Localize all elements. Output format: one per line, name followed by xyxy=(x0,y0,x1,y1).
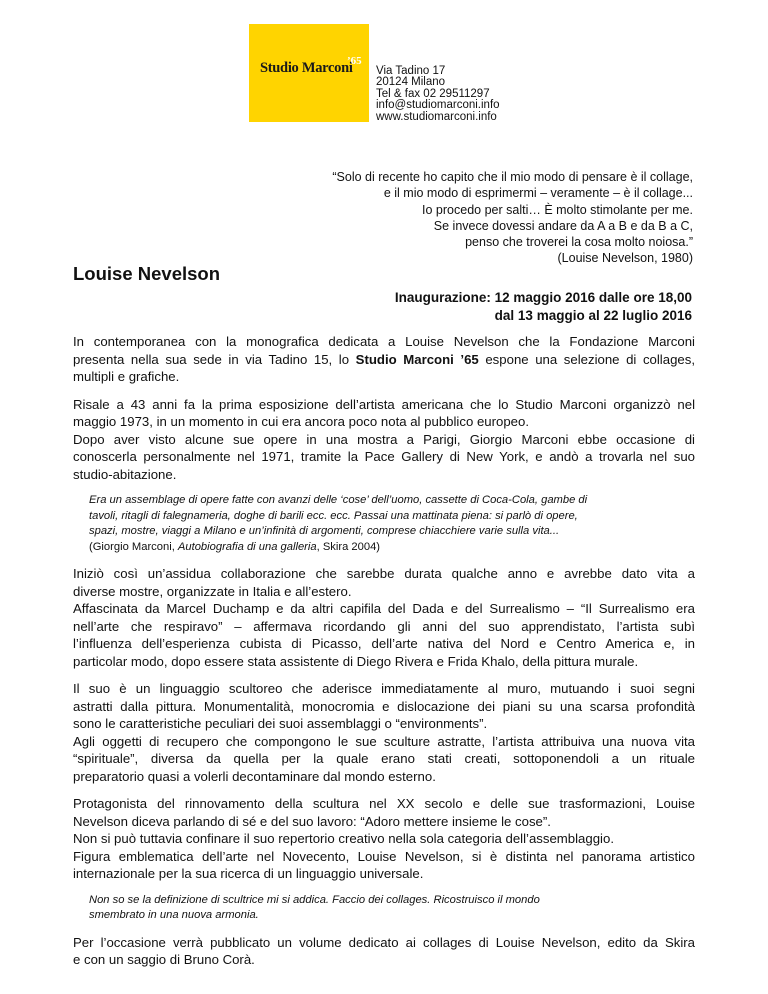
opening-date: Inaugurazione: 12 maggio 2016 dalle ore 18,00 xyxy=(394,290,692,305)
text-line: Protagonista del rinnovamento della scultura nel XX secolo e delle sue trasformazioni, Louise xyxy=(73,796,695,811)
epigraph-quote xyxy=(332,169,693,267)
text-line: e con un saggio di Bruno Corà. xyxy=(73,952,255,967)
text-line: Per l’occasione verrà pubblicato un volume dedicato ai collages di Louise Nevelson, edito da Skira xyxy=(73,934,695,950)
text-line: conoscerla personalmente nel 1971, tramite la Pace Gallery di New York, e andò a trovarla nel suo xyxy=(73,449,695,464)
paragraph-publication xyxy=(73,934,695,969)
address-phone: Tel & fax 02 29511297 xyxy=(376,87,490,100)
epigraph-line: Se invece dovessi andare da A a B e da B a C, xyxy=(433,218,693,233)
text-line: Nevelson diceva parlando di sé e del suo lavoro: “Adoro mettere insieme le cose”. xyxy=(73,813,551,829)
exhibition-dates xyxy=(395,289,692,325)
address-web: www.studiomarconi.info xyxy=(376,110,497,123)
logo-year: ’65 xyxy=(347,55,362,67)
text-line: Figura emblematica dell’arte nel Novecento, Louise Nevelson, si è distinta nel panorama artistico xyxy=(73,848,695,864)
text-line: Risale a 43 anni fa la prima esposizione dell’artista americana che lo Studio Marconi organizzò nel xyxy=(73,396,695,412)
text-line: maggio 1973, in un momento in cui era ancora poco nota al pubblico europeo. xyxy=(73,414,530,429)
text-run: presenta nella sua sede in via Tadino 15, lo xyxy=(73,351,356,367)
text-line: sono le caratteristiche peculiari dei suoi assemblaggi o “environments”. xyxy=(73,716,488,731)
text-line: “spirituale”, diversa da quella per la quale erano stati creati, sottoponendoli a un rituale xyxy=(73,751,695,766)
text-line: internazionale per la sua ricerca di un linguaggio universale. xyxy=(73,866,424,881)
text-run: , Skira 2004) xyxy=(316,540,381,553)
epigraph-attribution: (Louise Nevelson, 1980) xyxy=(557,251,693,266)
text-line: In contemporanea con la monografica dedicata a Louise Nevelson che la Fondazione Marconi xyxy=(73,334,695,349)
quote-line: smembrato in una nuova armonia. xyxy=(89,909,259,921)
text-line: astratti dalla pittura. Monumentalità, monocromia e dislocazione dei piani su una scarsa profondità xyxy=(73,698,695,714)
text-line: Agli oggetti di recupero che compongono le sue sculture astratte, l’artista attribuiva una nuova vita xyxy=(73,733,695,749)
studio-name: Studio Marconi ’65 xyxy=(355,351,479,367)
address-block xyxy=(376,66,500,123)
address-email: info@studiomarconi.info xyxy=(376,99,500,112)
paragraph-protagonist xyxy=(73,795,695,883)
address-city: 20124 Milano xyxy=(376,76,446,89)
quote-line: spazi, mostre, viaggi a Milano e un’infinità di argomenti, comprese chiacchiere varie sulla vita... xyxy=(89,525,560,537)
paragraph-language xyxy=(73,680,695,785)
text-line: preparatorio quasi a volerli decontaminare dal mondo esterno. xyxy=(73,768,436,784)
text-line: particolar modo, dopo essere stata assistente di Diego Rivera e Frida Khalo, della pittura murale. xyxy=(73,653,639,669)
book-title: Autobiografia di una galleria xyxy=(177,540,317,553)
studio-marconi-logo xyxy=(249,24,369,122)
text-line: multipli e grafiche. xyxy=(73,369,180,384)
text-line: studio-abitazione. xyxy=(73,466,177,482)
exhibition-period: dal 13 maggio al 22 luglio 2016 xyxy=(494,308,692,323)
epigraph-line: Io procedo per salti… È molto stimolante per me. xyxy=(422,202,693,217)
epigraph-line: e il mio modo di esprimermi – veramente – è il collage... xyxy=(383,186,693,201)
text-line: diverse mostre, organizzate in Italia e all’estero. xyxy=(73,583,352,599)
logo-name: Studio Marconi xyxy=(260,60,353,76)
nevelson-quote xyxy=(89,893,667,924)
quote-line: tavoli, ritagli di falegnameria, doghe di barili ecc. ecc. Passai una mattinata piena: si parlò di opere, xyxy=(89,509,578,522)
quote-line: Era un assemblage di opere fatte con avanzi delle ‘cose’ dell’uomo, cassette di Coca-Cola, gambe di xyxy=(89,494,588,506)
paragraph-collaboration xyxy=(73,565,695,670)
text-line: Dopo aver visto alcune sue opere in una mostra a Parigi, Giorgio Marconi ebbe occasione di xyxy=(73,431,695,447)
text-line: Non si può tuttavia confinare il suo repertorio creativo nella sola categoria dell’assemblaggio. xyxy=(73,831,614,846)
text-line: Iniziò così un’assidua collaborazione che sarebbe durata qualche anno e avrebbe dato vita a xyxy=(73,566,695,581)
epigraph-line: “Solo di recente ho capito che il mio modo di pensare è il collage, xyxy=(332,170,693,184)
epigraph-line: penso che troverei la cosa molto noiosa.” xyxy=(465,235,693,250)
text-run: espone una selezione di collages, xyxy=(478,351,695,367)
text-line xyxy=(73,351,695,369)
address-street: Via Tadino 17 xyxy=(376,65,446,77)
text-run: (Giorgio Marconi, xyxy=(89,540,178,553)
body-text xyxy=(73,333,695,979)
quote-attribution xyxy=(89,540,667,556)
paragraph-history xyxy=(73,396,695,484)
paragraph-intro xyxy=(73,333,695,386)
text-line: Affascinata da Marcel Duchamp e da altri capifila del Dada e del Surrealismo – “Il Surrealismo era xyxy=(73,601,695,616)
text-line: Il suo è un linguaggio scultoreo che aderisce immediatamente al muro, mutuando i suoi segni xyxy=(73,681,695,696)
marconi-quote xyxy=(89,493,667,555)
text-line: nell’arte che respiravo” – affermava ricordando gli anni del suo apprendistato, l’artista subì xyxy=(73,618,695,634)
page-title: Louise Nevelson xyxy=(73,263,221,284)
quote-line: Non so se la definizione di scultrice mi si addica. Faccio dei collages. Ricostruisco il mondo xyxy=(89,893,540,906)
text-line: l’influenza dell’esperienza cubista di Picasso, dell’arte nativa del Nord e Centro America e, in xyxy=(73,636,695,651)
